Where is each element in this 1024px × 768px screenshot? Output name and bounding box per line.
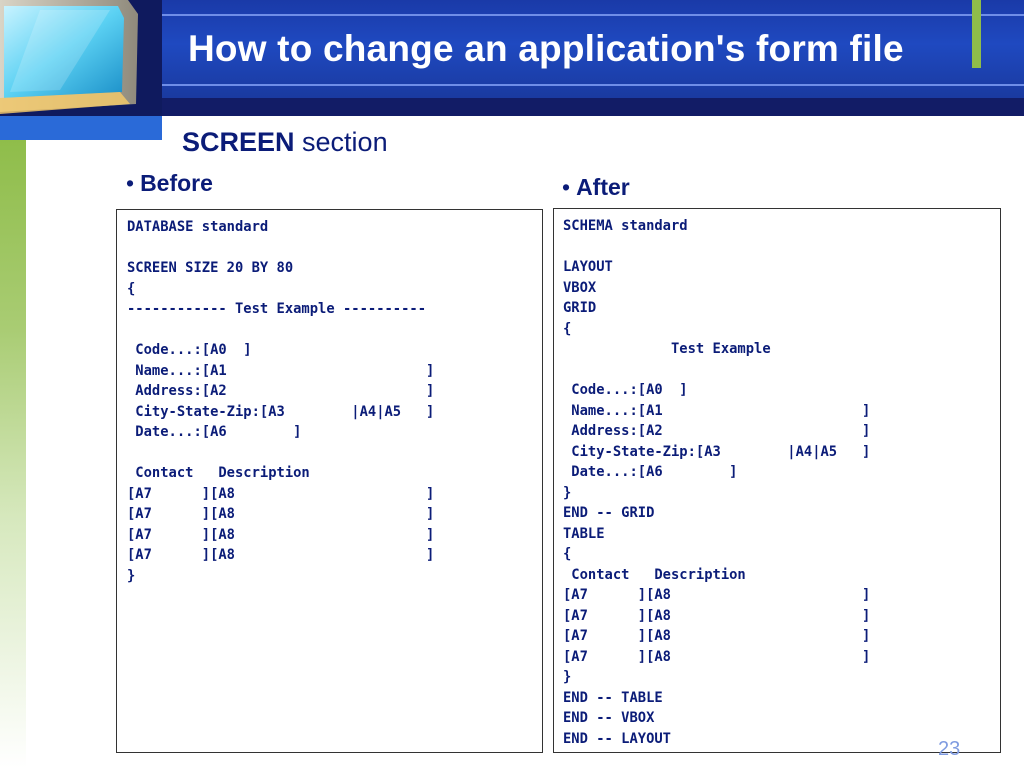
monitor-image [0, 0, 140, 116]
before-code: DATABASE standard SCREEN SIZE 20 BY 80 { ------------ Test Example ---------- Code...:[A0 ] Name...:[A1 ] Address:[A2 ] City-State-Zip:[A3 |A4|A5 ] Date...:[A6 ] Contact Description [A7 ][A8 ] [A7 ][A8 ] [A7 ][A8 ] [A7 ][A8 ] } [127, 219, 435, 584]
after-code-box [553, 208, 1001, 753]
left-blue-bar [0, 116, 162, 140]
after-label-text: After [576, 174, 630, 200]
before-code-box [116, 209, 543, 753]
section-subtitle [182, 127, 388, 158]
header-stripe-top [162, 14, 1024, 16]
page-number: 23 [938, 738, 961, 760]
after-bullet: • [562, 174, 571, 200]
header-bottom-band [162, 98, 1024, 116]
after-code: SCHEMA standard LAYOUT VBOX GRID { Test Example Code...:[A0 ] Name...:[A1 ] Address:[A2 ] City-State-Zip:[A3 |A4|A5 ] Date...:[A6 ] } END -- GRID TABLE { Contact Description [A7 ][A8 ] [A7 ][A8 ] [A7 ][A8 ] [A7 ][A8 ] } END -- TABLE END -- VBOX END -- LAYOUT [563, 218, 871, 747]
before-bullet: • [126, 170, 135, 196]
before-label-text: Before [140, 170, 213, 196]
after-label [562, 174, 630, 201]
subtitle-rest: section [294, 127, 388, 157]
slide-title: How to change an application's form file [188, 28, 904, 69]
subtitle-bold: SCREEN [182, 127, 295, 157]
before-label [126, 170, 213, 197]
left-green-bar [0, 140, 26, 768]
header-green-tab [972, 0, 981, 68]
header-stripe-bottom [162, 84, 1024, 86]
